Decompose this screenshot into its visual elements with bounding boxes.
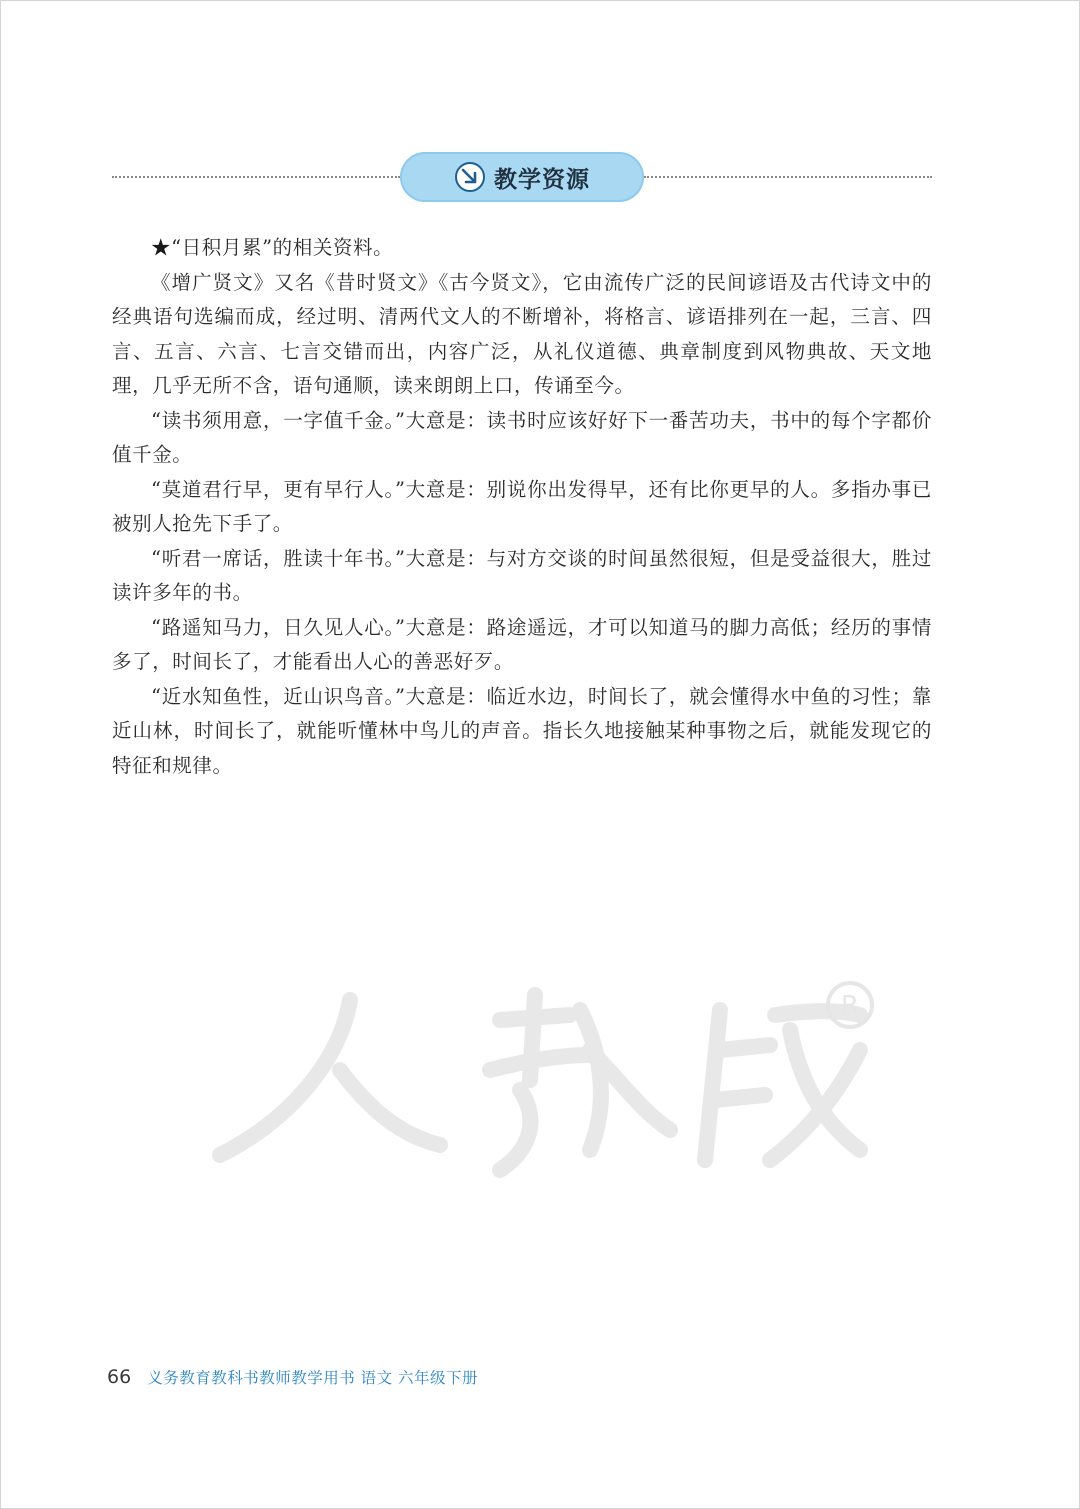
book-title: 义务教育教科书教师教学用书 语文 六年级下册	[147, 1369, 479, 1387]
paragraph-proverb-4: “路遥知马力，日久见人心。”大意是：路途遥远，才可以知道马的脚力高低；经历的事情多了，时间长了，才能看出人心的善恶好歹。	[112, 615, 932, 673]
resource-content	[112, 231, 932, 783]
section-title: 教学资源	[494, 166, 590, 193]
star-marker: ★	[151, 236, 172, 259]
section-header	[112, 152, 932, 202]
resource-heading-text: “日积月累”的相关资料。	[171, 236, 394, 259]
page-number: 66	[107, 1366, 132, 1388]
paragraph-proverb-5: “近水知鱼性，近山识鸟音。”大意是：临近水边，时间长了，就会懂得水中鱼的习性；靠近山林，时间长了，就能听懂林中鸟儿的声音。指长久地接触某种事物之后，就能发现它的特征和规律。	[112, 684, 932, 777]
arrow-circle-icon	[454, 161, 486, 193]
svg-text:R: R	[840, 991, 860, 1021]
page-footer	[107, 1362, 478, 1392]
dotted-rule-left	[112, 176, 400, 178]
paragraph-proverb-1: “读书须用意，一字值千金。”大意是：读书时应该好好下一番苦功夫，书中的每个字都价值千金。	[112, 408, 932, 466]
paragraph-intro: 《增广贤文》又名《昔时贤文》《古今贤文》，它由流传广泛的民间谚语及古代诗文中的经典语句选编而成，经过明、清两代文人的不断增补，将格言、谚语排列在一起，三言、四言、五言、六言、七言交错而出，内容广泛，从礼仪道德、典章制度到风物典故、天文地理，几乎无所不含，语句通顺，读来朗朗上口，传诵至今。	[112, 270, 932, 397]
publisher-watermark-logo	[200, 960, 900, 1190]
dotted-rule-right	[644, 176, 932, 178]
paragraph-proverb-2: “莫道君行早，更有早行人。”大意是：别说你出发得早，还有比你更早的人。多指办事已被别人抢先下手了。	[112, 477, 932, 535]
resource-heading	[112, 231, 932, 266]
paragraph-proverb-3: “听君一席话，胜读十年书。”大意是：与对方交谈的时间虽然很短，但是受益很大，胜过读许多年的书。	[112, 546, 932, 604]
section-title-pill	[400, 152, 644, 202]
